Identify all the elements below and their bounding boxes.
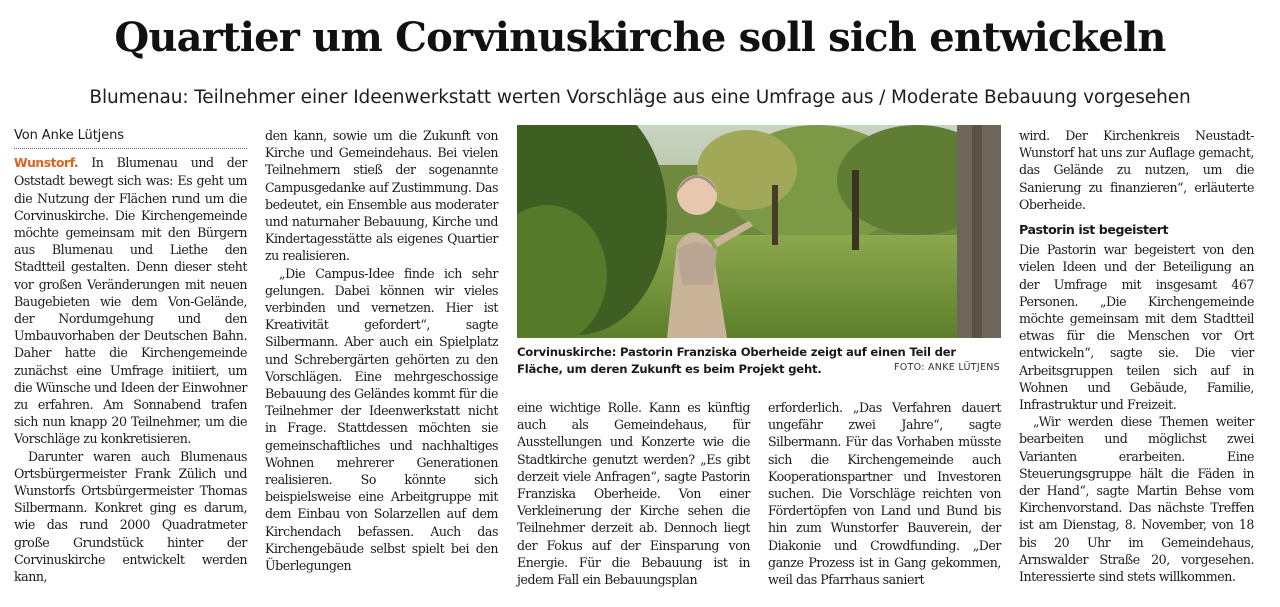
paragraph-1-text: In Blumenau und der Oststadt bewegt sich was: Es geht um die Nutzung der Flächen rund um die Corvinuskirche. Die Kirchengemeinde möchte gemeinsam mit den Bürgern aus Blumenau und Liethe den Stadtteil gestalten. Denn dieser steht vor großen Veränderungen mit neuen Baugebieten wie dem Von-Gelände, der Nordumgehung und den Umbauvorhaben der Deutschen Bahn. Daher hatte die Kirchengemeinde zunächst eine Umfrage initiiert, um die Wünsche und Ideen der Einwohner zu erfahren. Am Sonnabend trafen sich nun knapp 20 Teilnehmer, um die Vorschläge zu konkretisieren. (14, 155, 247, 447)
column-4 (768, 399, 1001, 588)
paragraph-3: den kann, sowie um die Zukunft von Kirche und Gemeindehaus. Bei vielen Teilnehmern stieß der sogenannte Campusgedanke auf Zustimmung. Das bedeutet, ein Ensemble aus moderater und naturnaher Bebauung, Kirche und Kindertagesstätte als eigenes Quartier zu realisieren. (265, 128, 498, 264)
photo-credit: FOTO: ANKE LÜTJENS (893, 362, 1000, 373)
photo-pastor-garden (517, 125, 1001, 338)
subheadline: Blumenau: Teilnehmer einer Ideenwerkstatt werten Vorschläge aus eine Umfrage aus / Moderate Bebauung vorgesehen (89, 87, 1191, 108)
article-photo (517, 125, 1001, 338)
byline: Von Anke Lütjens (14, 127, 247, 149)
photo-caption: Corvinuskirche: Pastorin Franziska Oberheide zeigt auf einen Teil der Fläche, um deren Zukunft es beim Projekt geht. (517, 345, 956, 376)
paragraph-2: Darunter waren auch Blumenaus Ortsbürgermeister Frank Zülich und Wunstorfs Ortsbürgermeister Thomas Silbermann. Konkret ging es darum, wie das rund 2000 Quadratmeter große Grundstück hinter der Corvinuskirche entwickelt werden kann, (14, 448, 247, 585)
paragraph-4: „Die Campus-Idee finde ich sehr gelungen. Dabei können wir vieles verbinden und vernetzen. Hier ist Kreativität gefordert“, sagte Silbermann. Aber auch ein Spielplatz und Schrebergärten gehörten zu den Vorschlägen. Eine mehrgeschossige Bebauung des Geländes kommt für die Teilnehmer der Ideenwerkstatt nicht in Frage. Stattdessen möchten sie gemeinschaftliches und nachhaltiges Wohnen mehrerer Generationen realisieren. So könnte sich beispielsweise eine Arbeitgruppe mit dem Einbau von Solarzellen auf dem Kirchendach befassen. Auch das Kirchengebäude selbst spielt bei den Überlegungen (265, 265, 498, 574)
paragraph-6: erforderlich. „Das Verfahren dauert ungefähr zwei Jahre“, sagte Silbermann. Für das Vorhaben müsste sich die Kirchengemeinde auch Kooperationspartner und Investoren suchen. Die Vorschläge reichten von Fördertöpfen von Land und Bund bis hin zum Wunstorfer Bauverein, der Diakonie und Crowdfunding. „Der ganze Prozess ist in Gang gekommen, weil das Pfarrhaus saniert (768, 400, 1001, 588)
section-subhead: Pastorin ist begeistert (1019, 222, 1169, 238)
paragraph-7: wird. Der Kirchenkreis Neustadt-Wunstorf hat uns zur Auflage gemacht, das Gelände zu nutzen, um die Sanierung zu finanzieren“, erläuterte Oberheide. (1019, 128, 1254, 212)
location-tag: Wunstorf. (14, 156, 79, 171)
headline: Quartier um Corvinuskirche soll sich entwickeln (114, 14, 1166, 61)
paragraph-1 (14, 154, 247, 447)
paragraph-5: eine wichtige Rolle. Kann es künftig auch als Gemeindehaus, für Ausstellungen und Konzerte wie die Stadtkirche genutzt werden? „Es gibt derzeit viele Anfragen“, sagte Pastorin Franziska Oberheide. Von einer Verkleinerung der Kirche sehen die Teilnehmer derzeit ab. Dennoch liegt der Fokus auf der Einsparung von Energie. Für die Bebauung ist in jedem Fall ein Bebauungsplan (517, 400, 750, 588)
column-1 (14, 127, 247, 585)
column-3 (517, 399, 750, 588)
column-5 (1019, 127, 1254, 585)
paragraph-8: Die Pastorin war begeistert von den vielen Ideen und der Beteiligung an der Umfrage mit insgesamt 467 Personen. „Die Kirchengemeinde möchte gemeinsam mit dem Stadtteil etwas für die Menschen vor Ort entwickeln“, sagte sie. Die vier Arbeitsgruppen teilen sich auf in Wohnen und Gebäude, Familie, Infrastruktur und Freizeit. (1019, 242, 1254, 413)
paragraph-9: „Wir werden diese Themen weiter bearbeiten und möglichst zwei Varianten erarbeiten. Eine Steuerungsgruppe hält die Fäden in der Hand“, sagte Martin Behse vom Kirchenvorstand. Das nächste Treffen ist am Dienstag, 8. November, von 18 bis 20 Uhr im Gemeindehaus, Arnswalder Straße 20, vorgesehen. Interessierte sind stets willkommen. (1019, 414, 1254, 585)
column-2 (265, 127, 498, 574)
